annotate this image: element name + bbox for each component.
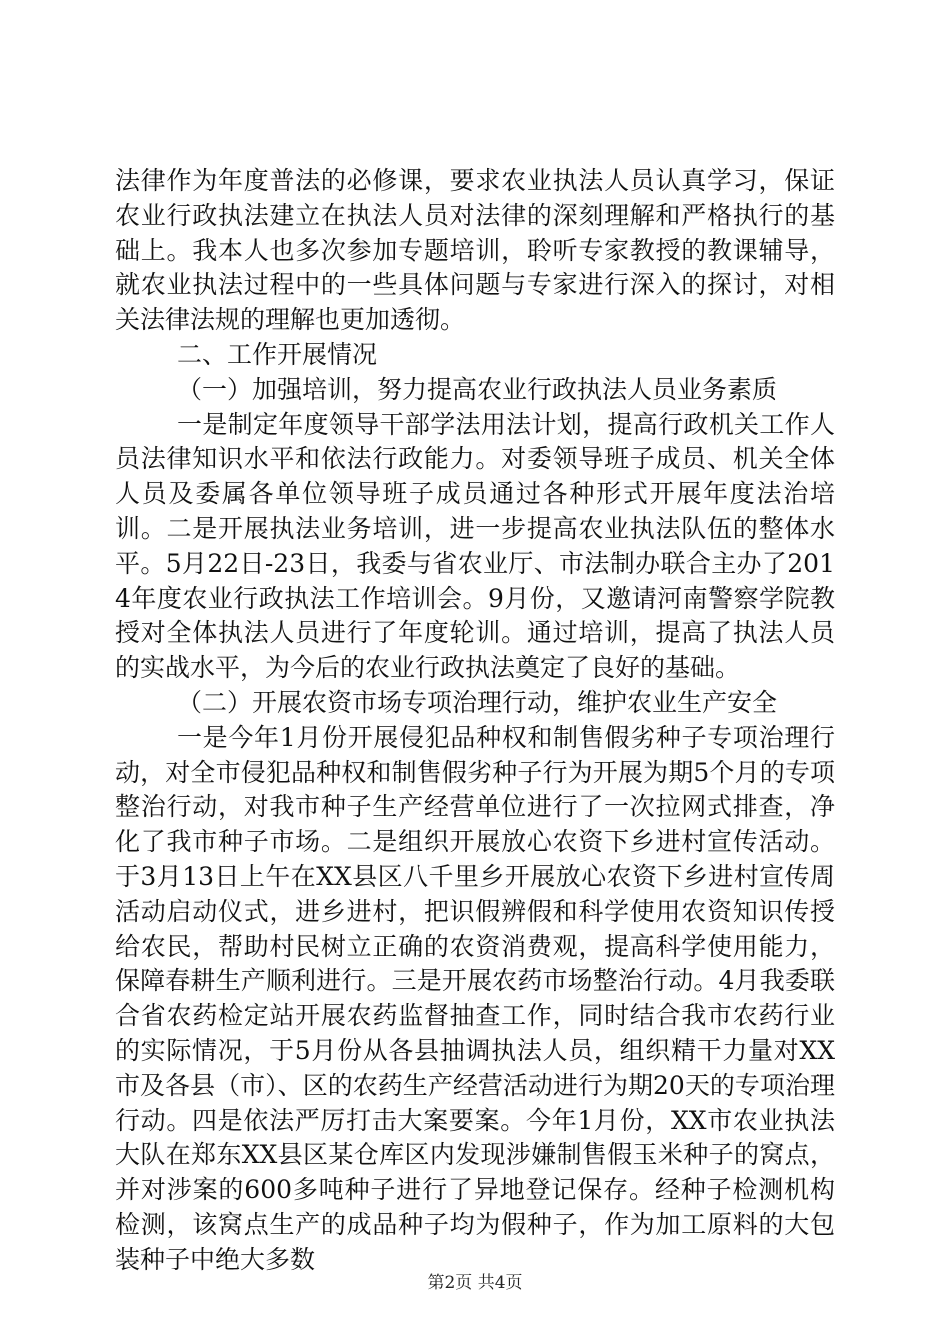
- section-heading-work: 二、工作开展情况: [177, 339, 378, 369]
- paragraph-training: 一是制定年度领导干部学法用法计划，提高行政机关工作人员法律知识水平和依法行政能力。对委领导班子成员、机关全体人员及委属各单位领导班子成员通过各种形式开展年度法治培训。二是开展执法业务培训，进一步提高农业执法队伍的整体水平。5月22日-23日，我委与省农业厅、市法制办联合主办了2014年度农业行政执法工作培训会。9月份，又邀请河南警察学院教授对全体执法人员进行了年度轮训。通过培训，提高了执法人员的实战水平，为今后的农业行政执法奠定了良好的基础。: [115, 409, 835, 683]
- document-body: [115, 164, 835, 1278]
- subheading-market-governance: （二）开展农资市场专项治理行动，维护农业生产安全: [177, 687, 778, 717]
- page-footer: 第2页 共4页: [427, 1273, 523, 1293]
- paragraph-intro: 法律作为年度普法的必修课，要求农业执法人员认真学习，保证农业行政执法建立在执法人员对法律的深刻理解和严格执行的基础上。我本人也多次参加专题培训，聆听专家教授的教课辅导，就农业执法过程中的一些具体问题与专家进行深入的探讨，对相关法律法规的理解也更加透彻。: [115, 166, 835, 335]
- paragraph-market-governance: 一是今年1月份开展侵犯品种权和制售假劣种子专项治理行动，对全市侵犯品种权和制售假劣种子行为开展为期5个月的专项整治行动，对我市种子生产经营单位进行了一次拉网式排查，净化了我市种子市场。二是组织开展放心农资下乡进村宣传活动。于3月13日上午在XX县区八千里乡开展放心农资下乡进村宣传周活动启动仪式，进乡进村，把识假辨假和科学使用农资知识传授给农民，帮助村民树立正确的农资消费观，提高科学使用能力，保障春耕生产顺利进行。三是开展农药市场整治行动。4月我委联合省农药检定站开展农药监督抽查工作，同时结合我市农药行业的实际情况，于5月份从各县抽调执法人员，组织精干力量对XX市及各县（市）、区的农药生产经营活动进行为期20天的专项治理行动。四是依法严厉打击大案要案。今年1月份，XX市农业执法大队在郑东XX县区某仓库区内发现涉嫌制售假玉米种子的窝点，并对涉案的600多吨种子进行了异地登记保存。经种子检测机构检测，该窝点生产的成品种子均为假种子，作为加工原料的大包装种子中绝大多数: [115, 722, 835, 1274]
- subheading-training: （一）加强培训，努力提高农业行政执法人员业务素质: [177, 374, 778, 404]
